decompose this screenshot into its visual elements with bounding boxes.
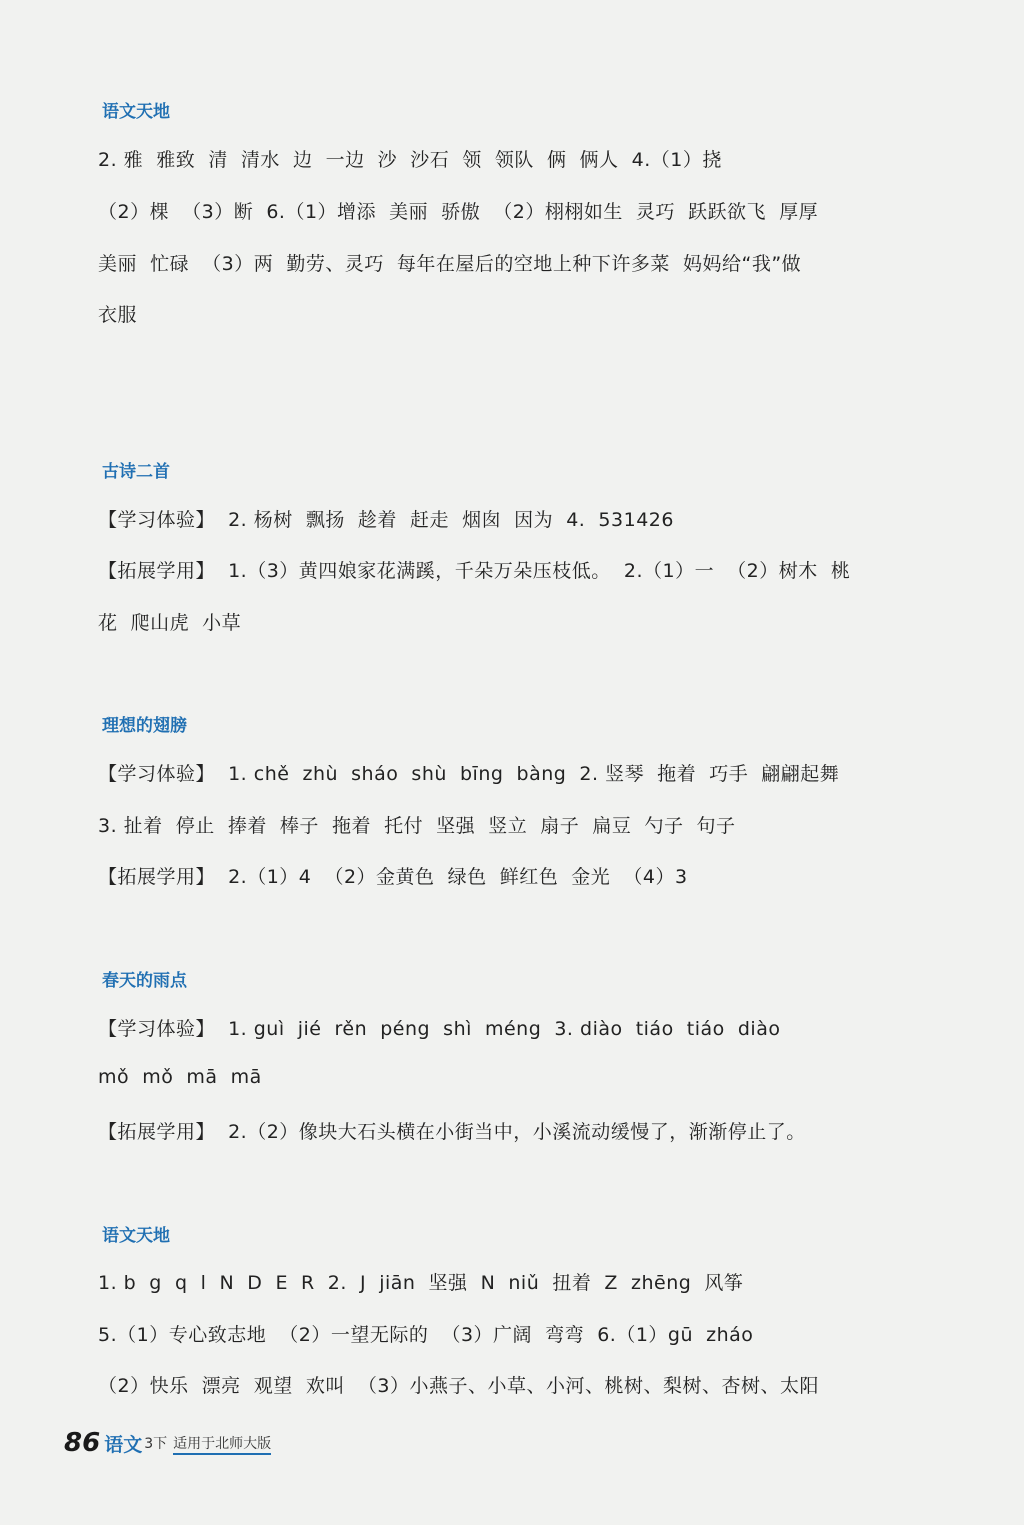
section-heading-chuntian-de-yudian: 春天的雨点 — [102, 971, 187, 991]
text-line: 【学习体验】 2. 杨树 飘扬 趁着 赶走 烟囱 因为 4. 531426 — [98, 509, 674, 531]
text-line: 美丽 忙碌 （3）两 勤劳、灵巧 每年在屋后的空地上种下许多菜 妈妈给“我”做 — [98, 253, 802, 275]
text-line: 【拓展学用】 2.（2）像块大石头横在小街当中，小溪流动缓慢了，渐渐停止了。 — [98, 1121, 806, 1143]
text-line: 衣服 — [98, 304, 138, 326]
text-line: 【学习体验】 1. chě zhù sháo shù bīng bàng 2. 竖琴 拖着 巧手 翩翩起舞 — [98, 763, 840, 785]
section-heading-gushi-ershou: 古诗二首 — [102, 462, 170, 482]
text-line: 【拓展学用】 2.（1）4 （2）金黄色 绿色 鲜红色 金光 （4）3 — [98, 866, 688, 888]
text-line: 花 爬山虎 小草 — [98, 612, 242, 634]
footer-grade: 3下 — [144, 1436, 168, 1452]
text-line: 3. 扯着 停止 捧着 棒子 拖着 托付 坚强 竖立 扇子 扁豆 勺子 句子 — [98, 815, 736, 837]
text-line: 【学习体验】 1. guì jié rěn péng shì méng 3. diào tiáo tiáo diào — [98, 1018, 781, 1040]
text-line: 2. 雅 雅致 清 清水 边 一边 沙 沙石 领 领队 俩 俩人 4.（1）挠 — [98, 149, 722, 171]
section-heading-yuwen-tiandi-2: 语文天地 — [102, 1226, 170, 1246]
page-number: 86 — [64, 1428, 101, 1458]
chapter-title — [98, 392, 140, 422]
text-line: 1. b g q l N D E R 2. J jiān 坚强 N niǔ 扭着 Z zhēng 风筝 — [98, 1272, 744, 1294]
section-heading-yuwen-tiandi-1: 语文天地 — [102, 102, 170, 122]
text-line: （2）棵 （3）断 6.（1）增添 美丽 骄傲 （2）栩栩如生 灵巧 跃跃欲飞 厚厚 — [98, 201, 819, 223]
page-footer — [64, 1428, 271, 1458]
text-line: mǒ mǒ mā mā — [98, 1066, 262, 1088]
section-heading-lixiang-de-chibang: 理想的翅膀 — [102, 716, 187, 736]
text-line: 【拓展学用】 1.（3）黄四娘家花满蹊，千朵万朵压枝低。 2.（1）一 （2）树木 桃 — [98, 560, 851, 582]
text-line: （2）快乐 漂亮 观望 欢叫 （3）小燕子、小草、小河、桃树、梨树、杏树、太阳 — [98, 1375, 819, 1397]
footer-subject: 语文 — [104, 1433, 143, 1456]
footer-edition: 适用于北师大版 — [173, 1436, 271, 1455]
text-line: 5.（1）专心致志地 （2）一望无际的 （3）广阔 弯弯 6.（1）gū zháo — [98, 1324, 754, 1346]
